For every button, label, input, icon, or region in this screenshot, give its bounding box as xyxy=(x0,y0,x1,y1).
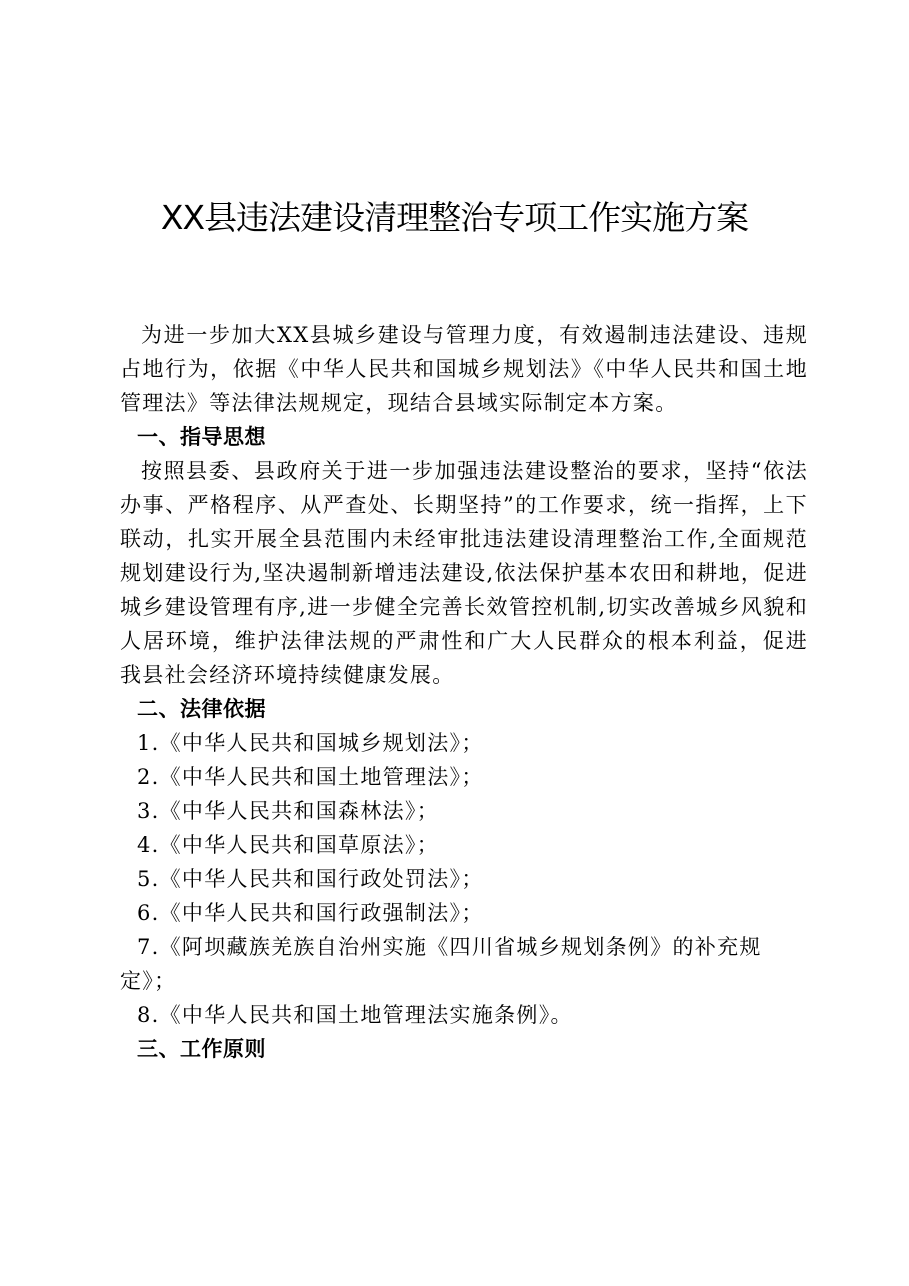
guiding-ideology-paragraph: 按照县委、县政府关于进一步加强违法建设整治的要求，坚持“依法办事、严格程序、从严查处、长期坚持”的工作要求，统一指挥，上下联动，扎实开展全县范围内未经审批违法建设清理整治工作,全面规范规划建设行为,坚决遏制新增违法建设,依法保护基本农田和耕地，促进城乡建设管理有序,进一步健全完善长效管控机制,切实改善城乡风貌和人居环境，维护法律法规的严肃性和广大人民群众的根本利益，促进我县社会经济环境持续健康发展。 xyxy=(120,459,808,687)
law-item: 3.《中华人民共和国森林法》； xyxy=(137,799,440,823)
law-item: 5.《中华人民共和国行政处罚法》； xyxy=(137,867,484,891)
intro-paragraph: 为进一步加大XX县城乡建设与管理力度，有效遏制违法建设、违规占地行为，依据《中华人民共和国城乡规划法》《中华人民共和国土地管理法》等法律法规规定，现结合县域实际制定本方案。 xyxy=(120,323,808,415)
legal-basis-list xyxy=(120,726,808,1032)
law-item: 7.《阿坝藏族羌族自治州实施《四川省城乡规划条例》的补充规定》； xyxy=(120,935,762,993)
law-item: 4.《中华人民共和国草原法》； xyxy=(137,833,440,857)
section-heading-legal-basis: 二、法律依据 xyxy=(137,697,266,721)
law-item: 2.《中华人民共和国土地管理法》； xyxy=(137,765,484,789)
law-item: 6.《中华人民共和国行政强制法》； xyxy=(137,901,484,925)
section-heading-guiding-ideology: 一、指导思想 xyxy=(137,425,266,449)
document-title: XX县违法建设清理整治专项工作实施方案 xyxy=(160,198,749,237)
section-heading-work-principles: 三、工作原则 xyxy=(137,1037,266,1061)
law-item: 1.《中华人民共和国城乡规划法》； xyxy=(137,731,484,755)
document-body xyxy=(120,318,808,1066)
law-item: 8.《中华人民共和国土地管理法实施条例》。 xyxy=(137,1003,573,1027)
